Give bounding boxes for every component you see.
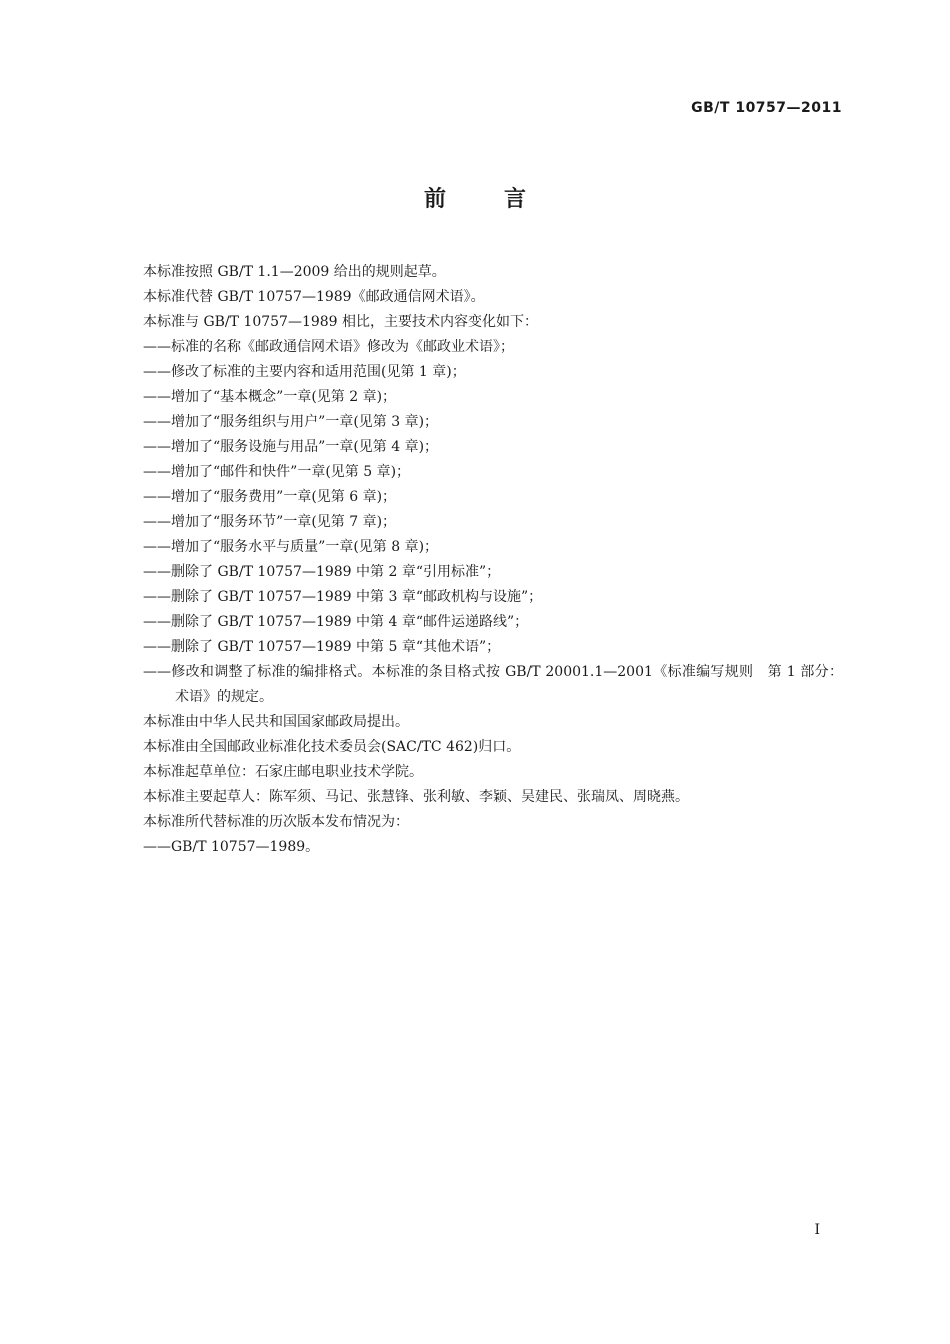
- change-item: ——增加了“服务费用”一章(见第 6 章)；: [143, 489, 397, 505]
- change-item: ——删除了 GB/T 10757—1989 中第 3 章“邮政机构与设施”；: [143, 589, 543, 605]
- change-item: ——增加了“服务设施与用品”一章(见第 4 章)；: [143, 439, 439, 455]
- paragraph: 本标准主要起草人：陈军须、马记、张慧锋、张利敏、李颖、吴建民、张瑞凤、周晓燕。: [143, 789, 689, 805]
- change-item: ——修改和调整了标准的编排格式。本标准的条目格式按 GB/T 20001.1—2001《标准编写规则 第 1 部分：术语》的规定。: [143, 664, 843, 705]
- paragraph: 本标准所代替标准的历次版本发布情况为：: [143, 814, 409, 830]
- history-item: ——GB/T 10757—1989。: [143, 839, 320, 855]
- change-item: ——修改了标准的主要内容和适用范围(见第 1 章)；: [143, 364, 466, 380]
- foreword-body: [143, 260, 843, 860]
- change-item: ——增加了“邮件和快件”一章(见第 5 章)；: [143, 464, 411, 480]
- paragraph: 本标准代替 GB/T 10757—1989《邮政通信网术语》。: [143, 289, 485, 305]
- change-item: ——删除了 GB/T 10757—1989 中第 5 章“其他术语”；: [143, 639, 501, 655]
- paragraph: 本标准由全国邮政业标准化技术委员会(SAC/TC 462)归口。: [143, 739, 521, 755]
- change-item: ——增加了“服务环节”一章(见第 7 章)；: [143, 514, 397, 530]
- paragraph: 本标准由中华人民共和国国家邮政局提出。: [143, 714, 409, 730]
- change-item: ——删除了 GB/T 10757—1989 中第 4 章“邮件运递路线”；: [143, 614, 529, 630]
- paragraph: 本标准起草单位：石家庄邮电职业技术学院。: [143, 764, 423, 780]
- standard-number: GB/T 10757—2011: [691, 100, 842, 116]
- change-item: ——标准的名称《邮政通信网术语》修改为《邮政业术语》；: [143, 339, 514, 355]
- paragraph: 本标准与 GB/T 10757—1989 相比，主要技术内容变化如下：: [143, 314, 539, 330]
- change-item: ——增加了“服务组织与用户”一章(见第 3 章)；: [143, 414, 439, 430]
- paragraph: 本标准按照 GB/T 1.1—2009 给出的规则起草。: [143, 264, 446, 280]
- change-item: ——增加了“服务水平与质量”一章(见第 8 章)；: [143, 539, 439, 555]
- page-title: 前言: [423, 187, 584, 212]
- page-number: I: [814, 1222, 820, 1238]
- change-item: ——增加了“基本概念”一章(见第 2 章)；: [143, 389, 397, 405]
- change-item: ——删除了 GB/T 10757—1989 中第 2 章“引用标准”；: [143, 564, 501, 580]
